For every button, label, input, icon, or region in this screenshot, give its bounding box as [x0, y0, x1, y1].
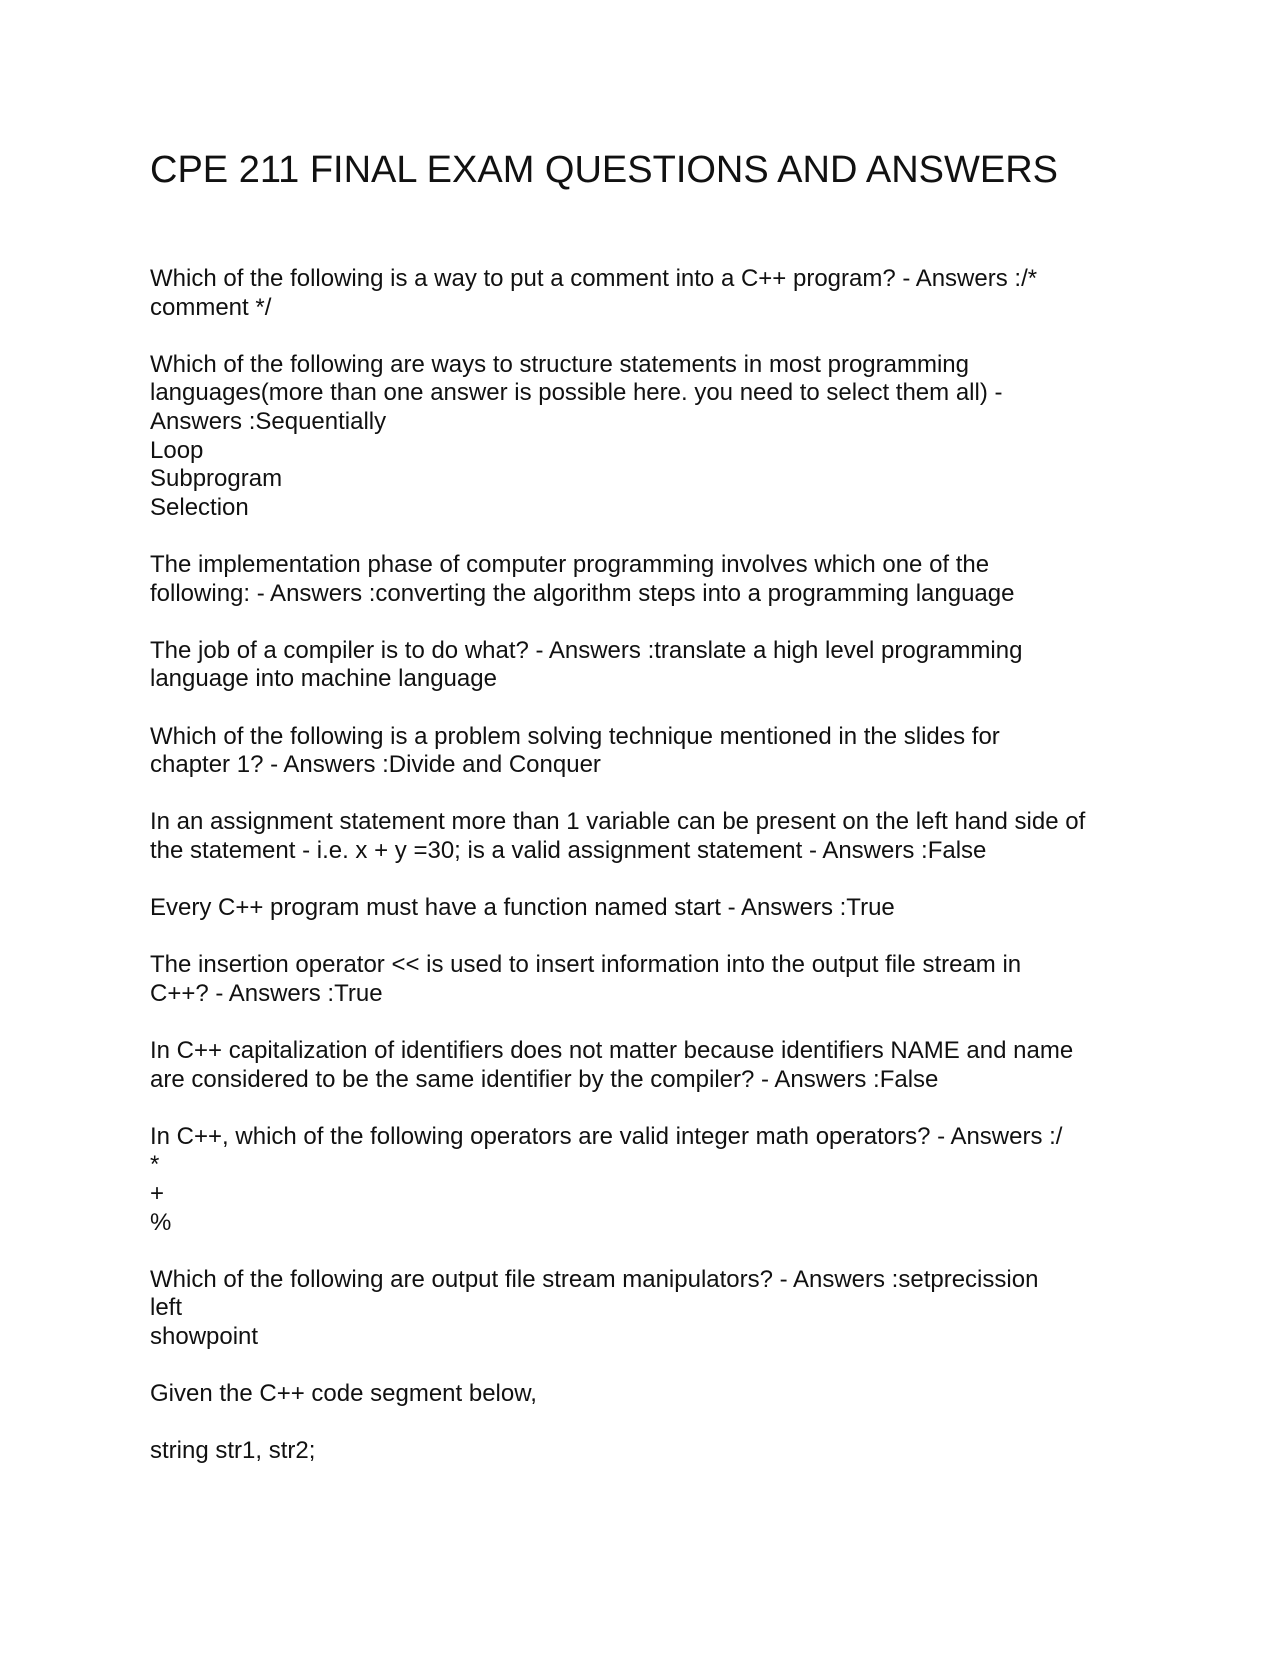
text-line: Which of the following is a way to put a comment into a C++ program? - Answers :/* — [150, 265, 1038, 292]
text-line: languages(more than one answer is possible here. you need to select them all) - — [150, 379, 1003, 407]
text-line: string str1, str2; — [150, 1437, 316, 1465]
qa-item — [150, 1380, 1150, 1409]
text-line: The insertion operator << is used to insert information into the output file stream in — [150, 951, 1022, 979]
text-line: Subprogram — [150, 465, 283, 493]
qa-item — [150, 894, 1150, 923]
text-line: Which of the following is a problem solving technique mentioned in the slides for — [150, 722, 1000, 750]
text-line: Given the C++ code segment below, — [150, 1380, 537, 1408]
qa-item — [150, 265, 1150, 322]
text-line: The job of a compiler is to do what? - Answers :translate a high level programming — [150, 636, 1023, 664]
page-title: CPE 211 FINAL EXAM QUESTIONS AND ANSWERS — [150, 149, 1059, 191]
text-line: In C++ capitalization of identifiers does not matter because identifiers NAME and name — [150, 1037, 1074, 1065]
text-line: In an assignment statement more than 1 variable can be present on the left hand side of — [150, 808, 1086, 836]
text-line: * — [150, 1151, 160, 1179]
text-line: are considered to be the same identifier by the compiler? - Answers :False — [150, 1065, 939, 1093]
text-line: Which of the following are output file stream manipulators? - Answers :setprecission — [150, 1265, 1039, 1293]
qa-list — [150, 265, 1150, 1495]
qa-item — [150, 551, 1150, 608]
text-line: In C++, which of the following operators are valid integer math operators? - Answers :/ — [150, 1122, 1063, 1150]
text-line: The implementation phase of computer programming involves which one of the — [150, 550, 990, 578]
qa-item — [150, 1123, 1150, 1237]
text-line: + — [150, 1180, 165, 1207]
qa-item — [150, 1037, 1150, 1094]
qa-item — [150, 951, 1150, 1008]
qa-item — [150, 808, 1150, 865]
text-line: Selection — [150, 493, 249, 521]
qa-item — [150, 1266, 1150, 1352]
text-line: the statement - i.e. x + y =30; is a valid assignment statement - Answers :False — [150, 836, 987, 864]
text-line: left — [150, 1294, 183, 1322]
text-line: Which of the following are ways to structure statements in most programming — [150, 350, 969, 378]
qa-item — [150, 1437, 1150, 1466]
text-line: C++? - Answers :True — [150, 979, 383, 1007]
qa-item — [150, 637, 1150, 694]
text-line: Every C++ program must have a function named start - Answers :True — [150, 894, 895, 922]
text-line: Loop — [150, 436, 204, 464]
text-line: Answers :Sequentially — [150, 407, 387, 435]
text-line: showpoint — [150, 1322, 259, 1350]
qa-item — [150, 351, 1150, 523]
qa-item — [150, 723, 1150, 780]
text-line: % — [150, 1208, 172, 1236]
text-line: language into machine language — [150, 665, 497, 693]
text-line: comment */ — [150, 293, 272, 321]
text-line: following: - Answers :converting the algorithm steps into a programming language — [150, 579, 1015, 607]
text-line: chapter 1? - Answers :Divide and Conquer — [150, 751, 601, 779]
